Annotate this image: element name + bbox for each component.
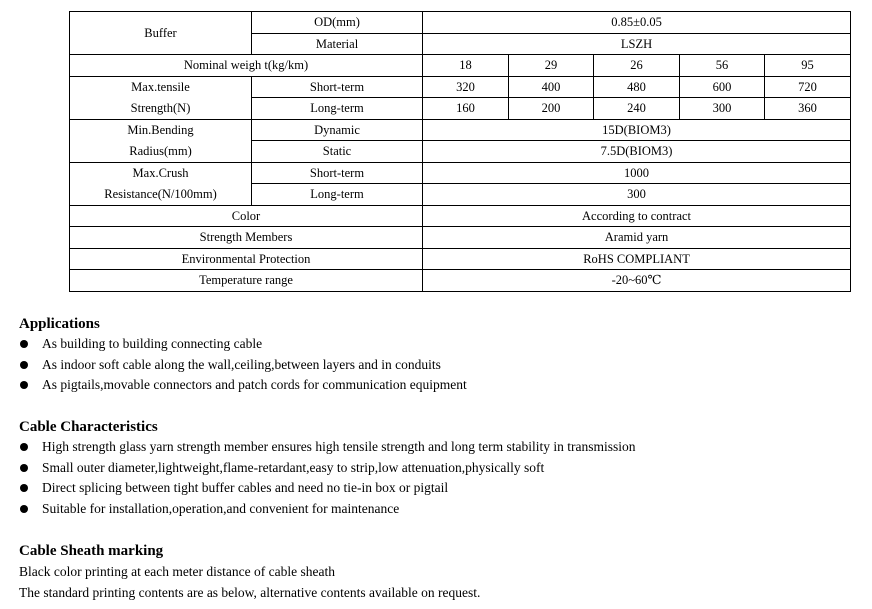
short-term-label: Short-term [252, 162, 423, 184]
strength-members-label: Strength Members [70, 227, 423, 249]
weight-value: 56 [680, 55, 765, 77]
dynamic-value: 15D(BIOM3) [423, 119, 851, 141]
crush-label-line2: Resistance(N/100mm) [104, 186, 217, 201]
bullet-icon [20, 505, 28, 513]
tensile-long-value: 160 [423, 98, 509, 120]
bullet-icon [20, 443, 28, 451]
tensile-label [70, 76, 252, 119]
bullet-icon [20, 464, 28, 472]
list-item-text: As building to building connecting cable [42, 336, 263, 351]
od-label: OD(mm) [252, 12, 423, 34]
characteristics-heading: Cable Characteristics [19, 419, 158, 435]
weight-label: Nominal weigh t(kg/km) [70, 55, 423, 77]
crush-long-value: 300 [423, 184, 851, 206]
tensile-long-value: 300 [680, 98, 765, 120]
material-label: Material [252, 33, 423, 55]
buffer-label: Buffer [70, 12, 252, 55]
list-item-text: As pigtails,movable connectors and patch cords for communication equipment [42, 377, 467, 393]
crush-short-value: 1000 [423, 162, 851, 184]
od-value: 0.85±0.05 [423, 12, 851, 34]
material-value: LSZH [423, 33, 851, 55]
weight-value: 18 [423, 55, 509, 77]
bullet-icon [20, 340, 28, 348]
list-item-text: As indoor soft cable along the wall,ceiling,between layers and in conduits [42, 356, 441, 372]
bullet-icon [20, 361, 28, 369]
short-term-label: Short-term [252, 76, 423, 98]
environmental-protection-value: RoHS COMPLIANT [423, 248, 851, 270]
applications-heading: Applications [19, 316, 100, 332]
tensile-label-line1: Max.tensile [131, 79, 190, 94]
list-item [19, 458, 636, 479]
tensile-short-value: 720 [765, 76, 851, 98]
bullet-icon [20, 381, 28, 389]
bending-label-line1: Min.Bending [127, 122, 194, 137]
list-item [19, 437, 636, 458]
marking-section [19, 541, 480, 603]
temperature-range-value: -20~60℃ [423, 270, 851, 292]
long-term-label: Long-term [252, 98, 423, 120]
color-value: According to contract [423, 205, 851, 227]
list-item [19, 375, 467, 396]
list-item-text: Suitable for installation,operation,and convenient for maintenance [42, 501, 400, 517]
list-item [19, 334, 467, 355]
bending-label-line2: Radius(mm) [129, 143, 192, 158]
list-item-text: Small outer diameter,lightweight,flame-retardant,easy to strip,low attenuation,physically soft [42, 459, 545, 475]
specification-table [69, 11, 851, 292]
weight-value: 95 [765, 55, 851, 77]
bullet-icon [20, 484, 28, 492]
list-item-text: High strength glass yarn strength member ensures high tensile strength and long term stability in transmission [42, 439, 636, 454]
tensile-long-value: 240 [594, 98, 680, 120]
long-term-label: Long-term [252, 184, 423, 206]
applications-list [19, 334, 467, 396]
tensile-label-line2: Strength(N) [130, 100, 191, 115]
list-item [19, 355, 467, 376]
weight-value: 29 [509, 55, 594, 77]
bending-label [70, 119, 252, 162]
tensile-long-value: 360 [765, 98, 851, 120]
tensile-short-value: 480 [594, 76, 680, 98]
applications-section [19, 314, 467, 396]
strength-members-value: Aramid yarn [423, 227, 851, 249]
dynamic-label: Dynamic [252, 119, 423, 141]
temperature-range-label: Temperature range [70, 270, 423, 292]
color-label: Color [70, 205, 423, 227]
crush-label [70, 162, 252, 205]
marking-line-2: The standard printing contents are as below, alternative contents available on request. [19, 585, 481, 600]
static-value: 7.5D(BIOM3) [423, 141, 851, 163]
tensile-short-value: 320 [423, 76, 509, 98]
characteristics-section [19, 417, 636, 520]
marking-line-1: Black color printing at each meter distance of cable sheath [19, 564, 335, 579]
marking-heading: Cable Sheath marking [19, 543, 164, 559]
list-item-text: Direct splicing between tight buffer cables and need no tie-in box or pigtail [42, 480, 449, 496]
environmental-protection-label: Environmental Protection [70, 248, 423, 270]
tensile-short-value: 600 [680, 76, 765, 98]
crush-label-line1: Max.Crush [132, 165, 189, 180]
tensile-long-value: 200 [509, 98, 594, 120]
weight-value: 26 [594, 55, 680, 77]
characteristics-list [19, 437, 636, 520]
list-item [19, 499, 636, 520]
list-item [19, 478, 636, 499]
tensile-short-value: 400 [509, 76, 594, 98]
static-label: Static [252, 141, 423, 163]
